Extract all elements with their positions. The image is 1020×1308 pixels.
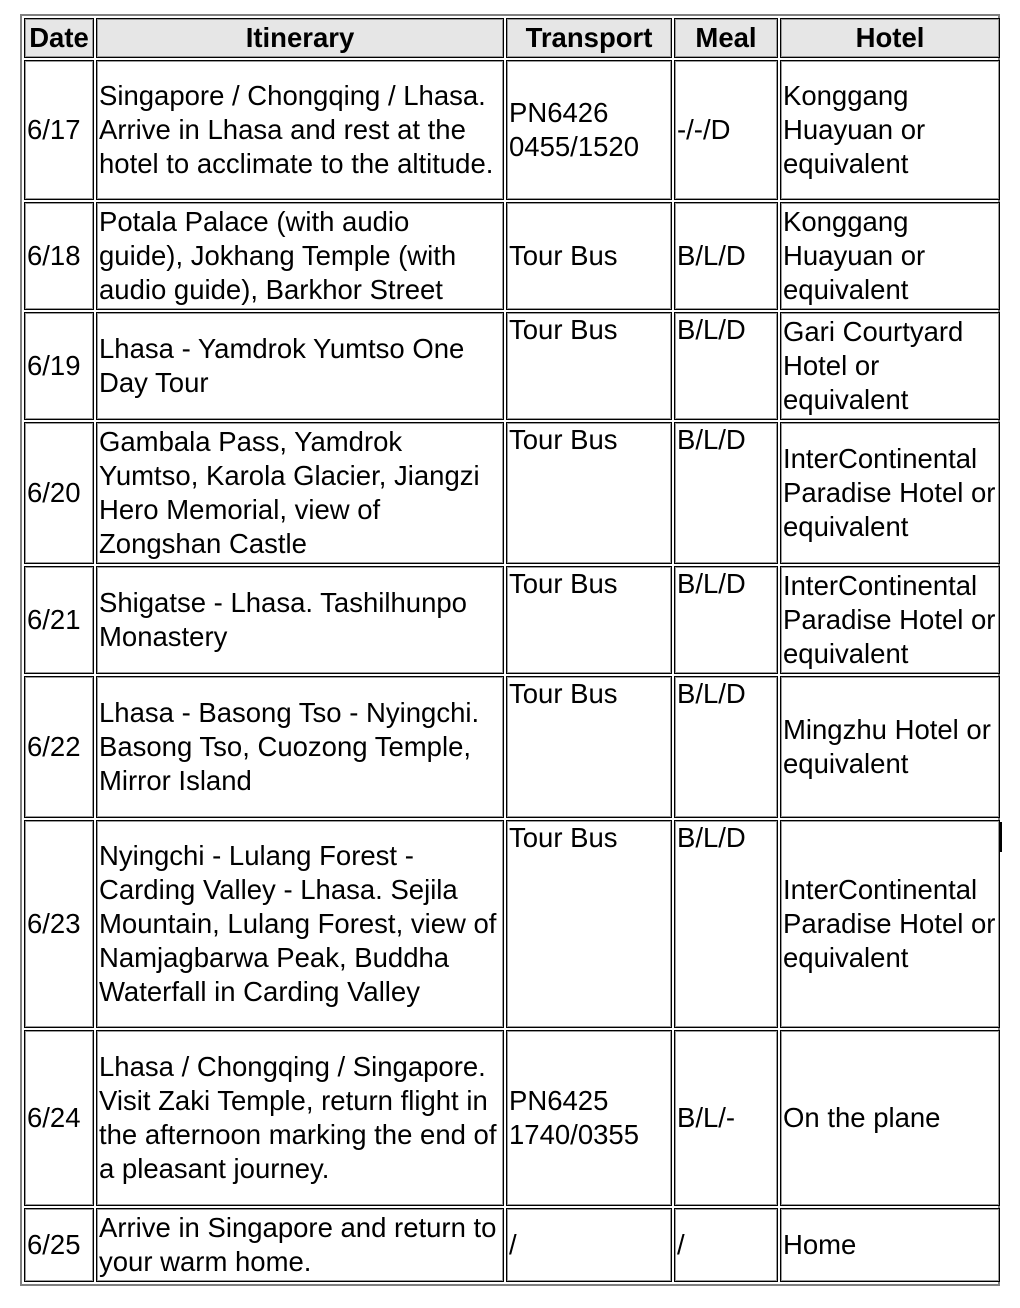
cell-meal: B/L/D (674, 566, 778, 674)
cell-date: 6/25 (24, 1208, 94, 1282)
cell-transport: Tour Bus (506, 202, 672, 310)
cell-meal: B/L/D (674, 676, 778, 818)
cell-meal: B/L/- (674, 1030, 778, 1206)
cell-hotel: On the plane (780, 1030, 1000, 1206)
cell-date: 6/22 (24, 676, 94, 818)
header-row (24, 18, 1000, 58)
table-row (24, 820, 1000, 1028)
cell-itinerary: Lhasa - Yamdrok Yumtso One Day Tour (96, 312, 504, 420)
table-row (24, 676, 1000, 818)
table-row (24, 312, 1000, 420)
cell-hotel: Konggang Huayuan or equivalent (780, 60, 1000, 200)
table-row (24, 1208, 1000, 1282)
cell-transport: Tour Bus (506, 422, 672, 564)
itinerary-table (22, 16, 1002, 1284)
cell-date: 6/17 (24, 60, 94, 200)
cell-itinerary: Arrive in Singapore and return to your warm home. (96, 1208, 504, 1282)
cell-hotel: Gari Courtyard Hotel or equivalent (780, 312, 1000, 420)
itinerary-table-frame (20, 14, 1000, 1286)
header-meal: Meal (674, 18, 778, 58)
cell-hotel: Konggang Huayuan or equivalent (780, 202, 1000, 310)
table-row (24, 566, 1000, 674)
table-row (24, 202, 1000, 310)
cell-transport: Tour Bus (506, 312, 672, 420)
cell-transport: PN6426 0455/1520 (506, 60, 672, 200)
cell-transport: Tour Bus (506, 676, 672, 818)
cell-date: 6/24 (24, 1030, 94, 1206)
cell-itinerary: Lhasa / Chongqing / Singapore. Visit Zaki Temple, return flight in the afternoon marking the end of a pleasant journey. (96, 1030, 504, 1206)
cell-transport: Tour Bus (506, 566, 672, 674)
header-hotel: Hotel (780, 18, 1000, 58)
header-itinerary: Itinerary (96, 18, 504, 58)
cell-meal: / (674, 1208, 778, 1282)
cell-meal: B/L/D (674, 312, 778, 420)
cell-itinerary: Singapore / Chongqing / Lhasa. Arrive in Lhasa and rest at the hotel to acclimate to the altitude. (96, 60, 504, 200)
cell-hotel: Home (780, 1208, 1000, 1282)
cell-meal: B/L/D (674, 202, 778, 310)
cell-hotel: InterContinental Paradise Hotel or equivalent (780, 422, 1000, 564)
cell-date: 6/20 (24, 422, 94, 564)
cell-date: 6/19 (24, 312, 94, 420)
cell-itinerary: Gambala Pass, Yamdrok Yumtso, Karola Glacier, Jiangzi Hero Memorial, view of Zongshan Castle (96, 422, 504, 564)
table-row (24, 60, 1000, 200)
cell-meal: B/L/D (674, 422, 778, 564)
cell-transport: / (506, 1208, 672, 1282)
cell-meal: B/L/D (674, 820, 778, 1028)
text-cursor-mark (1000, 822, 1002, 852)
cell-itinerary: Nyingchi - Lulang Forest - Carding Valley - Lhasa. Sejila Mountain, Lulang Forest, view of Namjagbarwa Peak, Buddha Waterfall in Carding Valley (96, 820, 504, 1028)
cell-hotel: Mingzhu Hotel or equivalent (780, 676, 1000, 818)
header-date: Date (24, 18, 94, 58)
cell-transport: Tour Bus (506, 820, 672, 1028)
cell-hotel: InterContinental Paradise Hotel or equivalent (780, 566, 1000, 674)
cell-date: 6/23 (24, 820, 94, 1028)
table-row (24, 422, 1000, 564)
table-row (24, 1030, 1000, 1206)
cell-date: 6/18 (24, 202, 94, 310)
cell-hotel: InterContinental Paradise Hotel or equivalent (780, 820, 1000, 1028)
cell-transport: PN6425 1740/0355 (506, 1030, 672, 1206)
cell-itinerary: Potala Palace (with audio guide), Jokhang Temple (with audio guide), Barkhor Street (96, 202, 504, 310)
cell-date: 6/21 (24, 566, 94, 674)
cell-itinerary: Lhasa - Basong Tso - Nyingchi. Basong Tso, Cuozong Temple, Mirror Island (96, 676, 504, 818)
header-transport: Transport (506, 18, 672, 58)
cell-itinerary: Shigatse - Lhasa. Tashilhunpo Monastery (96, 566, 504, 674)
cell-meal: -/-/D (674, 60, 778, 200)
